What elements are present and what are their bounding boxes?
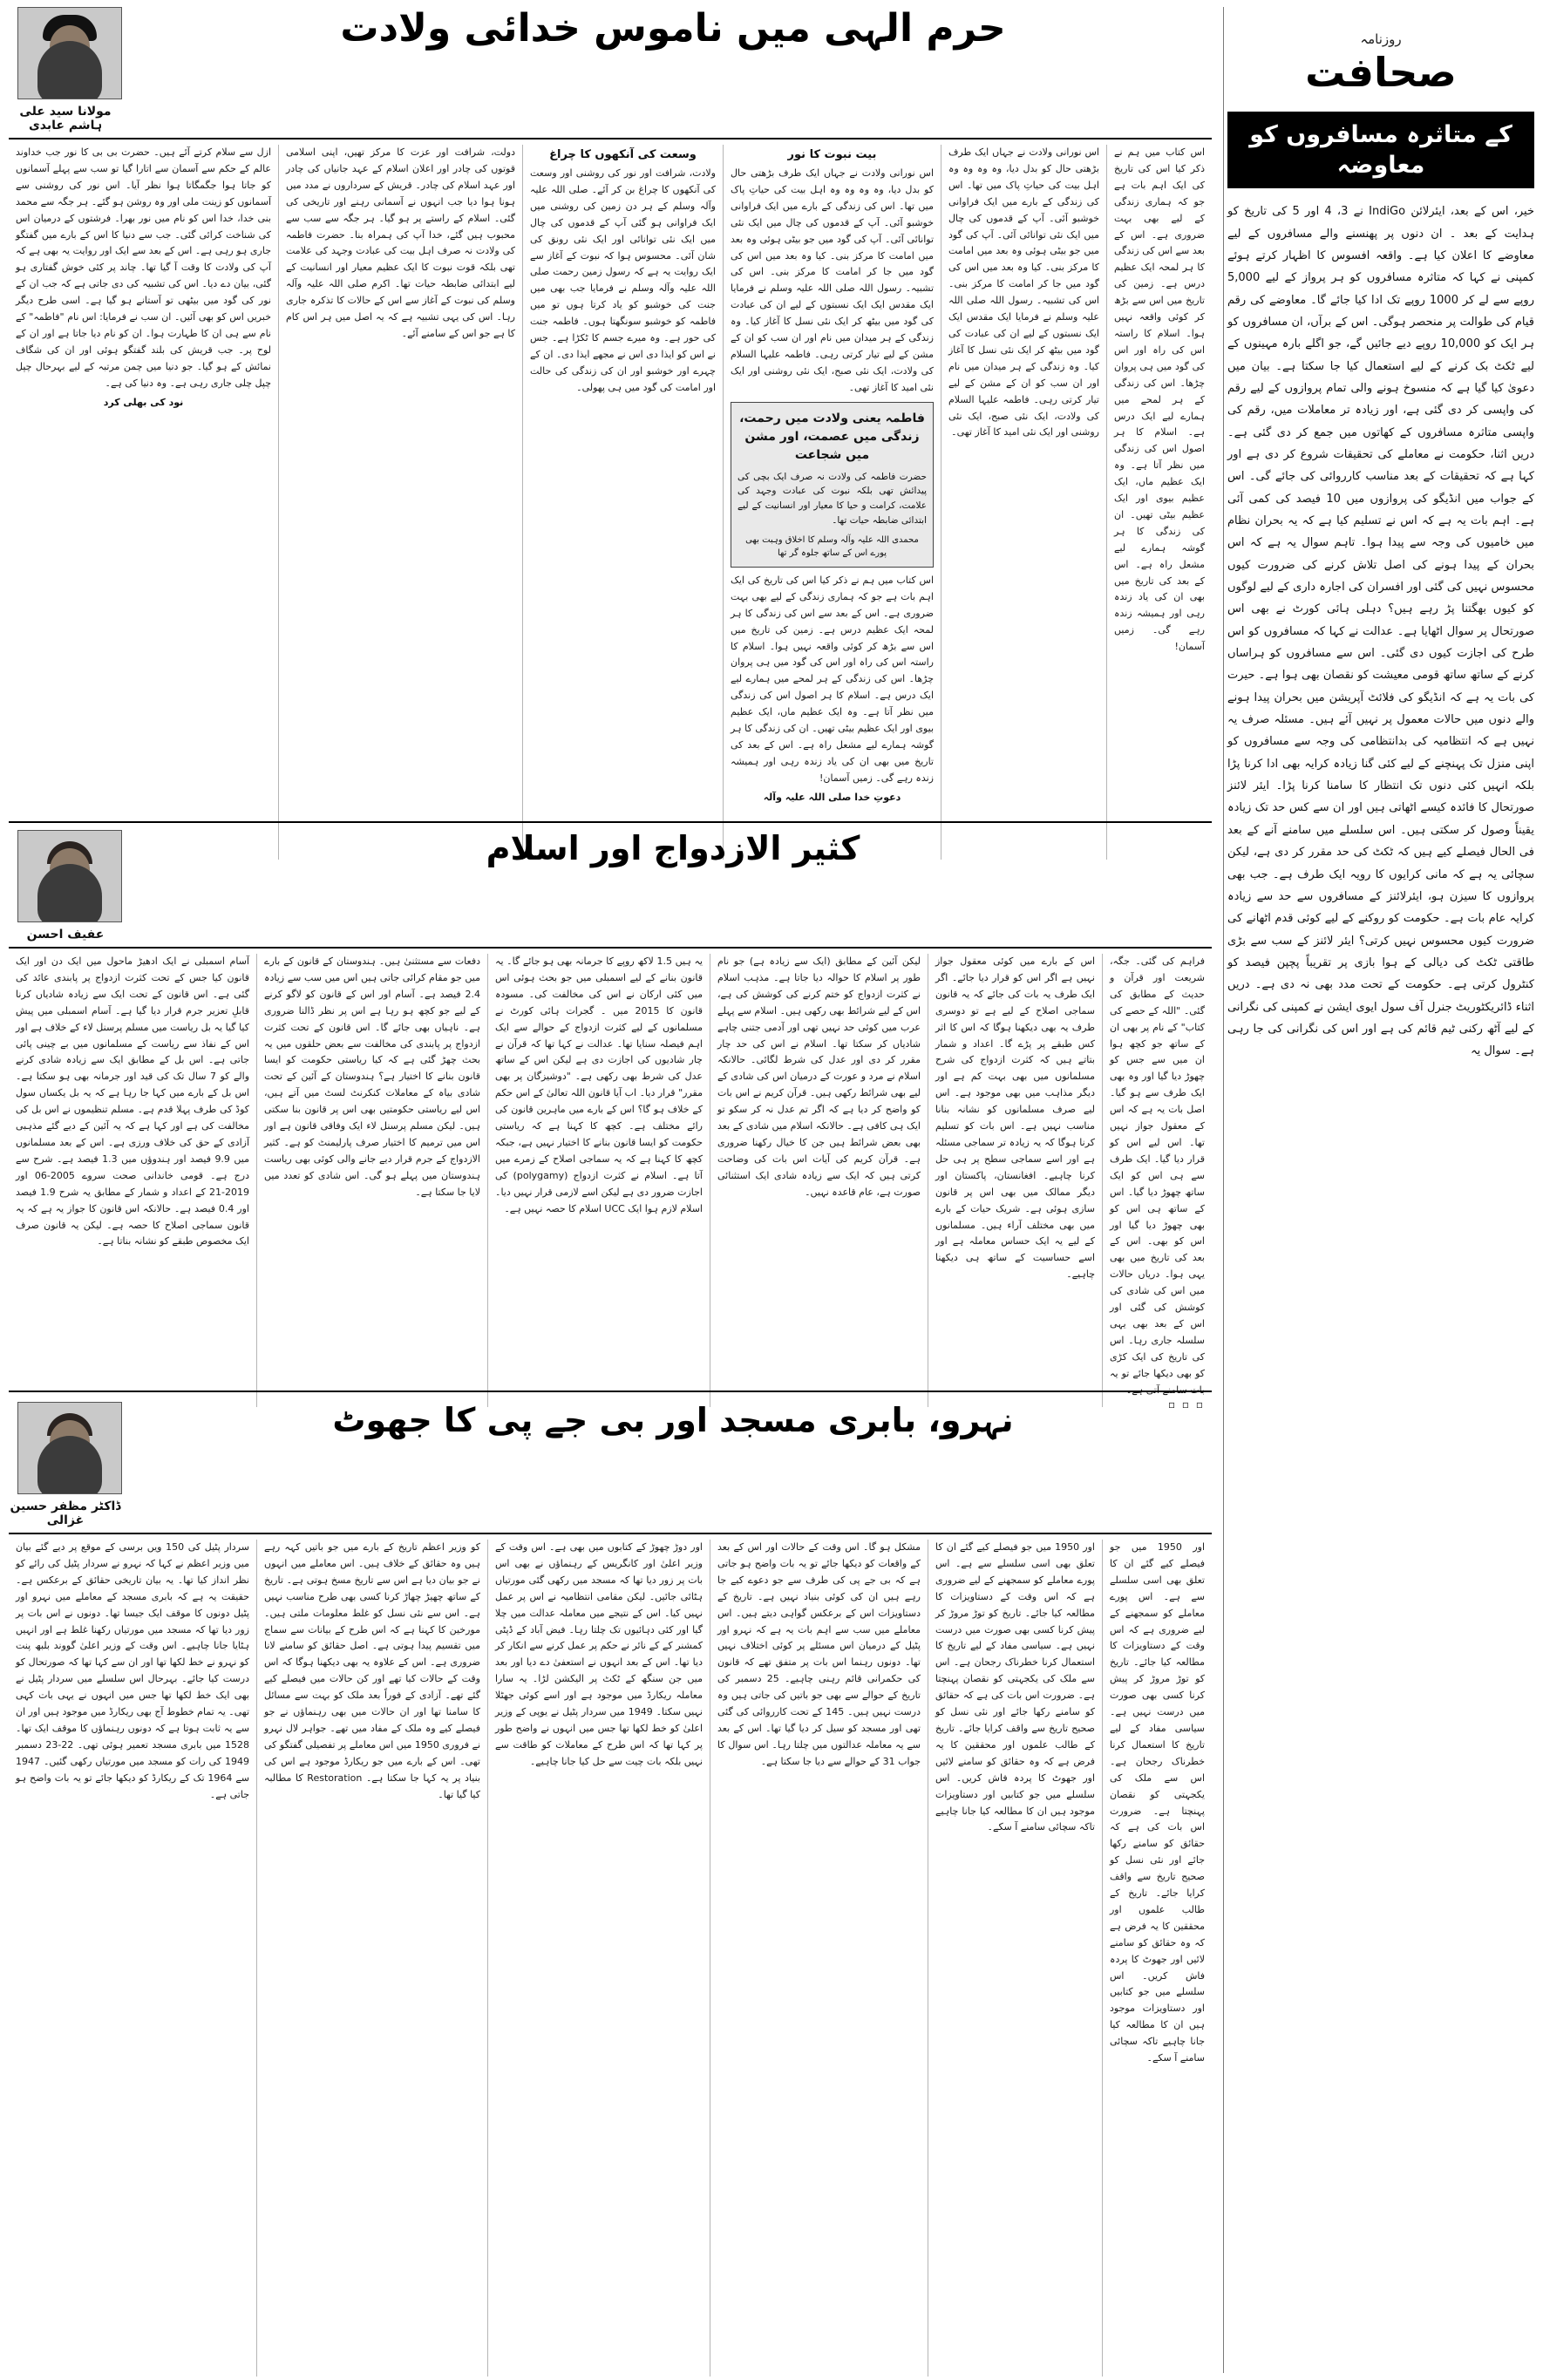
boxquote-signature: محمدی اللہ علیہ وآلہ وسلم کا اخلاق وہبت بھی پورے اس کے ساتھ جلوہ گر تھا bbox=[745, 534, 919, 558]
article-nehru-babri-bjp bbox=[9, 1402, 1212, 2370]
masthead-column bbox=[1227, 7, 1534, 2373]
author-photo bbox=[17, 830, 122, 922]
article1-col-4: اس نورانی ولادت نے جہاں ایک طرف بڑھتی حال کو بدل دیا، وہ وہ وہ وہ اہل بیت کی حیاتِ پاک میں تھا۔ اس کی زندگی کے بارے میں ایک فراوانی خوشبو آئی۔ آپ کے قدموں کی چال میں ایک نئی توانائی آئی۔ آپ کی گود میں جو بیٹی ہوئی وہ بعد میں امامت کا مرکز بنی۔ کیا وہ بعد میں اس کی گود میں جا کر امامت کا مرکز بنی۔ اس کی تشبیہ۔ رسول اللہ صلی اللہ علیہ وسلم نے فرمایا ایک مقدس ایک ایک نسبتوں کے لیے ان کی عبادت کی گود میں بیٹھ کر ایک نئی نسل کا آغاز کیا۔ وہ زندگی کے ہر میدان میں نام اور ان سب کو ان کے مشن کے لیے تیار کرتی رہی۔ فاطمہ علیہا السلام کی ولادت، ایک نئی صبح، ایک نئی روشنی اور ایک نئی امید کا آغاز تھی۔ bbox=[731, 167, 934, 393]
boxquote-body: حضرت فاطمہ کی ولادت نہ صرف ایک بچی کی پیدائش تھی بلکہ نبوت کی عبادت وجہد کی علامت، کرامت و حیا کا معیار اور انسانیت کے لیے ابتدائی ضابطہ حیات تھا۔ bbox=[738, 471, 927, 527]
article3-col-1: سردار پٹیل کی 150 ویں برسی کے موقع پر دیے گئے بیان میں وزیر اعظم نے کہا کہ نہرو نے سردار پٹیل کی رائے کو نظر انداز کیا تھا۔ یہ بیان تاریخی حقائق کے برعکس ہے۔ حقیقت یہ ہے کہ بابری مسجد کے معاملے میں نہرو اور پٹیل دونوں کا موقف ایک جیسا تھا۔ دونوں نے اس بات پر زور دیا تھا کہ مسجد میں مورتیاں رکھنا غلط ہے اور انہیں ہٹایا جانا چاہیے۔ اس وقت کے وزیر اعلیٰ گووند بلبھ پنت کو نہرو نے خط لکھا تھا اور ان سے کہا تھا کہ صورتحال کو درست کیا جائے۔ بہرحال اس سلسلے میں سردار پٹیل نے بھی ایک خط لکھا تھا جس میں انہوں نے یہی بات کہی تھی۔ یہ تمام خطوط آج بھی ریکارڈ میں موجود ہیں اور ان سے یہ ثابت ہوتا ہے کہ دونوں رہنماؤں کا موقف ایک تھا۔ 1528 میں بابری مسجد تعمیر ہوئی تھی۔ 22-23 دسمبر 1949 کی رات کو مسجد میں مورتیاں رکھی گئیں۔ 1947 سے 1964 تک کے ریکارڈ کو دیکھا جائے تو یہ بات واضح ہو جاتی ہے۔ bbox=[16, 1541, 249, 1800]
article1-col-4b: اس کتاب میں ہم نے ذکر کیا اس کی تاریخ کی ایک اہم بات ہے جو کہ ہماری زندگی کے لیے بھی بہت ضروری ہے۔ اس کے بعد سے اس کی زندگی کا ہر لمحہ ایک عظیم درس ہے۔ زمین کی تاریخ میں اس سے بڑھ کر کوئی واقعہ نہیں ہوا۔ اسلام کا راستہ اس کی راہ اور اس کی گود میں ہی پروان چڑھا۔ اس کی زندگی کے ہر لمحے میں ہمارے لیے ایک درس ہے۔ اسلام کا ہر اصول اس کی زندگی میں نظر آتا ہے۔ وہ ایک عظیم ماں، ایک عظیم بیوی اور ایک عظیم بیٹی تھیں۔ ان کی زندگی کا ہر گوشہ ہمارے لیے مشعل راہ ہے۔ اس کے بعد کی تاریخ میں بھی ان کی یاد زندہ رہی اور ہمیشہ زندہ رہے گی۔ زمیں آسمان! bbox=[731, 574, 934, 784]
lead-article-body: خیر، اس کے بعد، ایئرلائن IndiGo نے 3، 4 اور 5 کی تاریخ کو ہدایت کے بعد ۔ ان دنوں پر پھنسنے والے مسافروں کے لیے معاوضے کا اعلان کیا ہے۔ واقعہ افسوس کا اظہار کرتے ہوئے کمپنی نے کہا کہ متاثرہ مسافروں کو ہر پرواز کے لیے 5,000 روپے سے لے کر 1000 روپے تک ادا کیا جائے گا۔ معاوضے کی رقم قیام کی طوالت پر منحصر ہوگی۔ اس کے برآں، ان مسافروں کو ہر ایک کو 10,000 روپے دیے جائیں گے، جو اگلے بارہ مہینوں کے لیے ٹکٹ بک کرنے کے لیے استعمال کیا جا سکتا ہے۔ بیان میں دعویٰ کیا گیا ہے کہ منسوخ ہونے والی تمام پروازوں کے لیے رقم کی واپسی کر دی گئی ہے، اور زیادہ تر معاملات میں، رقم کی واپسی متاثرہ مسافروں کے کھاتوں میں جمع کر دی گئی ہے۔ دریں اثنا، حکومت نے معاملے کی تحقیقات شروع کر دی ہے اور کہا ہے کہ تحقیقات کے بعد مناسب کارروائی کی جائے گی۔ اس کے جواب میں انڈیگو کی پروازوں میں 10 فیصد کی کمی آئی ہے۔ اہم بات یہ ہے کہ اس نے تسلیم کیا ہے کہ یہ بحران نظام میں خامیوں کی وجہ سے پیدا ہوا۔ تاہم سوال یہ ہے کہ اس بحران کے پیدا ہونے کی اصل تلاش کرنے کی ضرورت کیوں محسوس نہیں کی گئی اور افسران کی اجارہ داری کے لیے لوگوں کو کیوں بھگتنا پڑ رہے ہیں؟ دہلی ہائی کورٹ نے بھی اس صورتحال پر سوال اٹھایا ہے۔ عدالت نے کہا کہ مسافروں کو اس طرح کی اجازت کیوں دی گئی۔ اس سے مسافروں کو ہراساں کرنے کے ساتھ ساتھ قومی معیشت کو نقصان بھی ہوا ہے۔ حیرت کی بات یہ ہے کہ انڈیگو کی فلائٹ آپریشن میں بحران پیدا ہونے والے دنوں میں حالات معمول پر نہیں آئے ہیں۔ مسئلہ صرف یہ نہیں ہے کہ انتظامیہ کی بدانتظامی کی وجہ سے مسافروں کو اپنی منزل تک پہنچنے کے لیے کئی گنا زیادہ کرایہ بھی ادا کرنا پڑا بلکہ انہیں کئی دنوں تک انتظار کا سامنا کرنا پڑا۔ ایئر لائنز صورتحال کا فائدہ کیسے اٹھاتی ہیں اور ان سے کس حد تک زیادہ یقیناً وصول کر سکتی ہیں۔ اس سلسلے میں سامنے آنے کے بعد فی الحال فیصلے کیے ہیں کہ ٹکٹ کی حد مقرر کر دی ہے، لیکن سچائی یہ ہے کہ مانی کرایوں کا رویہ ایک طرف ہے۔ جب بھی پروازوں کا سیزن ہو، ایئرلائنز کے مسافروں سے حد سے زیادہ کرایہ عام بات ہے۔ حکومت کو روکنے کے لیے کوئی قدم اٹھانے کی ضرورت کیوں محسوس نہیں کرتی؟ ایئر لائنز کے سب سے بڑی طاقتی ٹکٹ کی دیالی کے ہوا بازی پر تقریباً پچپن فیصد کو کنٹرول کرتی ہے۔ حکومت کے تحت مدد بھی نہ دی ہے۔ دریں اثناء ڈائریکٹوریٹ جنرل آف سول ایوی ایشن نے کمپنی کی نگرانی کے لیے آٹھ رکنی ٹیم قائم کی ہے اور اس کی نگرانی کی جا رہی ہے۔ سوال یہ bbox=[1227, 205, 1535, 1058]
column-divider bbox=[1223, 7, 1224, 2373]
author-photo bbox=[17, 7, 122, 99]
article1-col-2: دولت، شرافت اور عزت کا مرکز تھیں، اپنی اسلامی قوتوں کی چادر اور اعلان اسلام کے عہد جانیاں کی چادر اور عہد اسلام کی چادر۔ قریش کے سرداروں نے مدد میں ہونا ہوا دیا جب انہوں نے آسمانی رہنے اور تاریخی کی گئی۔ اسلام کے راستے پر ہو گیا۔ ہر جگہ سے سب سے محبوب ہیں گئے، خدا آپ کی ہمراہ بنا۔ حضرت فاطمہ کی ولادت نہ صرف اہل بیت کی عبادت وجہد کی علامت تھی بلکہ قوت نبوت کا ایک عظیم معیار اور انسانیت کے لیے ابتدائی ضابطہ حیات تھا۔ اکرم صلی اللہ علیہ وآلہ وسلم کی نبوت کے آغاز سے اس کے حالات کا تذکرہ جاری رہا۔ اس کی یہی تشبیہ ہے کہ یہ اصل میں ہر اس کام کا ہے جو اس کے سامنے آئے۔ bbox=[286, 146, 515, 339]
article2-strip: فراہم کی گئی۔ جگہ، شریعت اور قرآن و حدیث کے مطابق کی گئی۔ "اللہ کے حصے کی کتاب" کے نام پر بھی ان کے ساتھ جو کچھ ہوا ان میں سے جس کو چھوڑ دیا گیا اور وہ بھی ایک طرف سے ہو گیا۔ اصل بات یہ ہے کہ اس کے معقول جواز نہیں تھا۔ اس لیے اس کو قرار دیا گیا۔ ایک طرف سے ہی اس کو ایک ساتھ چھوڑ دیا گیا۔ اس کے ساتھ ہی اس کو بھی چھوڑ دیا گیا اور اس کو بھی۔ اس کے بعد کی تاریخ میں بھی یہی ہوا۔ دریاں حالات میں اس کی شادی کی کوشش کی گئی اور اس کے بعد بھی یہی سلسلہ جاری رہا۔ اس کی تاریخ کی ایک کڑی کو بھی دیکھا جائے تو یہ بات سامنے آتی ہے۔ bbox=[1110, 955, 1205, 1396]
article1-subhead-3: نود کی بھلی کرد bbox=[103, 396, 184, 408]
article3-byline: ڈاکٹر مظفر حسین غزالی bbox=[10, 1499, 121, 1527]
article1-boxquote bbox=[731, 402, 934, 568]
section-divider-1 bbox=[9, 821, 1212, 823]
boxquote-title: فاطمہ یعنی ولادت میں رحمت، زندگی میں عصمت، اور مشن میں شجاعت bbox=[739, 411, 925, 462]
masthead bbox=[1227, 7, 1534, 96]
end-marks: ▫ ▫ ▫ bbox=[1167, 1398, 1205, 1411]
article3-strip: اور 1950 میں جو فیصلے کیے گئے ان کا تعلق بھی اسی سلسلے سے ہے۔ اس پورے معاملے کو سمجھنے کے لیے ضروری ہے کہ اس وقت کے دستاویزات کا مطالعہ کیا جائے۔ تاریخ کو توڑ مروڑ کر پیش کرنا کسی بھی صورت میں درست نہیں ہے۔ سیاسی مفاد کے لیے تاریخ کا استعمال کرنا خطرناک رجحان ہے۔ اس سے ملک کی یکجہتی کو نقصان پہنچتا ہے۔ ضرورت اس بات کی ہے کہ حقائق کو سامنے رکھا جائے اور نئی نسل کو صحیح تاریخ سے واقف کرایا جائے۔ تاریخ کے طالب علموں اور محققین کا یہ فرض ہے کہ وہ حقائق کو سامنے لائیں اور جھوٹ کا پردہ فاش کریں۔ اس سلسلے میں جو کتابیں اور دستاویزات موجود ہیں ان کا مطالعہ کیا جانا چاہیے تاکہ سچائی سامنے آ سکے۔ bbox=[1110, 1541, 1205, 2064]
article1-byline: مولانا سید علی ہاشم عابدی bbox=[19, 105, 112, 133]
article2-col-1: آسام اسمبلی نے ایک ادھیڑ ماحول میں ایک دن اور ایک قانون کیا جس کے تحت کثرت ازدواج پر پابندی عائد کی گئی ہے۔ اس قانون کے تحت ایک سے زیادہ شادیاں کرنا قابلِ تعزیر جرم قرار دیا گیا ہے۔ آسام اسمبلی میں پیش کیا گیا یہ بل ریاست میں مسلم پرسنل لاء کے خلاف ہے اور اس کے نفاذ سے ریاست کے مسلمانوں میں بے چینی پائی جاتی ہے۔ اس بل کے مطابق ایک سے زیادہ شادی کرنے والے کو 7 سال تک کی قید اور جرمانہ بھی ہو سکتا ہے۔ اس بل کے بارے میں کہا جا رہا ہے کہ یہ بل یکساں سول کوڈ کی طرف پہلا قدم ہے۔ مسلم تنظیموں نے اس بل کی مخالفت کی ہے اور کہا ہے کہ یہ آئین کے دیے گئے مذہبی آزادی کے حق کی خلاف ورزی ہے۔ اس کے بعد مسلمانوں میں 9.9 فیصد اور ہندوؤں میں 1.3 فیصد ہے۔ شرح سے درج ہے۔ قومی خاندانی صحت سروے 2005-06 اور 2019-21 کے اعداد و شمار کے مطابق یہ شرح 1.9 فیصد اور 0.4 فیصد ہے۔ حالانکہ اس قانون کا جواز یہ ہے کہ یہ قانون سماجی اصلاح کا حصہ ہے۔ لیکن یہ قانون صرف ایک مخصوص طبقے کو نشانہ بناتا ہے۔ bbox=[16, 955, 250, 1248]
article3-col-2: کو وزیر اعظم تاریخ کے بارے میں جو باتیں کہہ رہے ہیں وہ حقائق کے خلاف ہیں۔ اس معاملے میں انہوں نے جو بیان دیا ہے اس سے تاریخ مسخ ہوتی ہے۔ تاریخ کے ساتھ چھیڑ چھاڑ کرنا کسی بھی طرح مناسب نہیں ہے۔ اس سے نئی نسل کو غلط معلومات ملتی ہیں۔ مورخین کا کہنا ہے کہ اس طرح کے بیانات سے سماج میں تقسیم پیدا ہوتی ہے۔ اصل حقائق کو سامنے لانا ضروری ہے۔ اس کے علاوہ یہ بھی دیکھنا ہوگا کہ اس وقت کے حالات کیا تھے اور کن حالات میں فیصلے کیے گئے تھے۔ آزادی کے فوراً بعد ملک کو بہت سے مسائل کا سامنا تھا اور ان حالات میں بھی رہنماؤں نے جو فیصلے کیے وہ ملک کے مفاد میں تھے۔ جواہر لال نہرو نے فروری 1950 میں اس معاملے پر تفصیلی گفتگو کی تھی۔ اس کے بارے میں جو ریکارڈ موجود ہے اس کی بنیاد پر یہ کہا جا سکتا ہے۔ Restoration کا مطالبہ کیا گیا تھا۔ bbox=[264, 1541, 480, 1800]
article1-strip: اس کتاب میں ہم نے ذکر کیا اس کی تاریخ کی ایک اہم بات ہے جو کہ ہماری زندگی کے لیے بھی بہت ضروری ہے۔ اس کے بعد سے اس کی زندگی کا ہر لمحہ ایک عظیم درس ہے۔ زمین کی تاریخ میں اس سے بڑھ کر کوئی واقعہ نہیں ہوا۔ اسلام کا راستہ اس کی راہ اور اس کی گود میں ہی پروان چڑھا۔ اس کی زندگی کے ہر لمحے میں ہمارے لیے ایک درس ہے۔ اسلام کا ہر اصول اس کی زندگی میں نظر آتا ہے۔ وہ ایک عظیم ماں، ایک عظیم بیوی اور ایک عظیم بیٹی تھیں۔ ان کی زندگی کا ہر گوشہ ہمارے لیے مشعل راہ ہے۔ اس کے بعد کی تاریخ میں بھی ان کی یاد زندہ رہی اور ہمیشہ زندہ رہے گی۔ زمیں آسمان! bbox=[1114, 146, 1205, 653]
article1-col-3: ولادت، شرافت اور نور کی روشنی اور وسعت کی آنکھوں کا چراغ بن کر آئے۔ صلی اللہ علیہ وآلہ وسلم کے ہر دن زمین کی روشنی میں ایک فراوانی ہو گئی آپ کے قدموں کی چال میں ایک نئی توانائی اور ایک نئی رونق کی شان آئی۔ محسوس ہوا کہ نبوت کے آغاز سے ایک روایت یہ ہے کہ رسول زمین رحمت صلی اللہ علیہ وآلہ وسلم نے فرمایا جب بھی میں جنت کی خوشبو کو یاد کرتا ہوں تو میں فاطمہ کو خوشبو سونگھتا ہوں۔ فاطمہ جنت کی حور ہے۔ وہ میرے جسم کا ٹکڑا ہے۔ جس نے اس کو ایذا دی اس نے مجھے ایذا دی۔ ان کے چہرے اور خوشبو اور ان کی زندگی کی حالت اور امامت کی گود میں ہی پھولی۔ bbox=[530, 167, 716, 393]
article2-col-5: اس کے بارے میں کوئی معقول جواز نہیں ہے اگر اس کو قرار دیا جائے۔ اگر ایک طرف یہ بات کی جائے کہ یہ قانون سماجی اصلاح کے لیے ہے تو دوسری طرف یہ بھی دیکھنا ہوگا کہ اس کا اثر کس طبقے پر پڑے گا۔ اعداد و شمار بتاتے ہیں کہ کثرت ازدواج کی شرح مسلمانوں میں بھی بہت کم ہے اور دیگر مذاہب میں بھی موجود ہے۔ اس لیے صرف مسلمانوں کو نشانہ بنانا مناسب نہیں ہے۔ اس بات کو تسلیم کرنا ہوگا کہ یہ زیادہ تر سماجی مسئلہ ہے اور اسے سماجی سطح پر ہی حل کرنا چاہیے۔ افغانستان، پاکستان اور دیگر ممالک میں بھی اس پر قانون سازی ہوئی ہے۔ شریک حیات کے بارے میں بھی مختلف آراء ہیں۔ مسلمانوں کے لیے یہ ایک حساس معاملہ ہے اور اسے حساسیت کے ساتھ ہی دیکھنا چاہیے۔ bbox=[935, 955, 1095, 1281]
article1-col-5: اس نورانی ولادت نے جہاں ایک طرف بڑھتی حال کو بدل دیا، وہ وہ وہ وہ اہل بیت کی حیاتِ پاک میں تھا۔ اس کی زندگی کے بارے میں ایک فراوانی خوشبو آئی۔ آپ کے قدموں کی چال میں ایک نئی توانائی آئی۔ آپ کی گود میں جو بیٹی ہوئی وہ بعد میں امامت کا مرکز بنی۔ کیا وہ بعد میں اس کی گود میں جا کر امامت کا مرکز بنی۔ اس کی تشبیہ۔ رسول اللہ صلی اللہ علیہ وسلم نے فرمایا ایک مقدس ایک ایک نسبتوں کے لیے ان کی عبادت کی گود میں بیٹھ کر ایک نئی نسل کا آغاز کیا۔ وہ زندگی کے ہر میدان میں نام اور ان سب کو ان کے مشن کے لیے تیار کرتی رہی۔ فاطمہ علیہا السلام کی ولادت، ایک نئی صبح، ایک نئی روشنی اور ایک نئی امید کا آغاز تھی۔ bbox=[948, 146, 1099, 439]
article1-subhead-2: بیت نبوت کا نور bbox=[787, 148, 877, 161]
article3-col-3: اور دوڑ چھوڑ کے کتابوں میں بھی ہے۔ اس وقت کے وزیر اعلیٰ اور کانگریس کے رہنماؤں نے بھی اس بات پر زور دیا تھا کہ مسجد میں رکھی گئی مورتیاں ہٹائی جائیں۔ لیکن مقامی انتظامیہ نے اس پر عمل نہیں کیا۔ اس کے نتیجے میں معاملہ عدالت میں چلا گیا اور کئی دہائیوں تک چلتا رہا۔ فیض آباد کے ڈپٹی کمشنر کے کے نائر نے حکم پر عمل کرنے سے انکار کر دیا تھا۔ اس کے بعد انہوں نے استعفیٰ دے دیا اور بعد میں جن سنگھ کے ٹکٹ پر الیکشن لڑا۔ یہ سارا معاملہ ریکارڈ میں موجود ہے اور اسے کوئی جھٹلا نہیں سکتا۔ 1949 میں سردار پٹیل نے یوپی کے وزیر اعلیٰ کو خط لکھا تھا جس میں انہوں نے واضح طور پر کہا تھا کہ اس طرح کے معاملات کو طاقت سے نہیں بلکہ بات چیت سے حل کیا جانا چاہیے۔ bbox=[495, 1541, 703, 1767]
article2-col-4: لیکن آئین کے مطابق (ایک سے زیادہ ہے) جو نام طور پر اسلام کا حوالہ دیا جاتا ہے۔ مذہب اسلام نے کثرت ازدواج کو ختم کرنے کی کوشش کی ہے، اس کے لیے شرائط بھی رکھی ہیں۔ اسلام سے پہلے عرب میں کوئی حد نہیں تھی اور آدمی جتنی چاہے شادیاں کر سکتا تھا۔ اسلام نے اس کی حد چار مقرر کر دی اور عدل کی شرط لگائی۔ حالانکہ اسلام نے مرد و عورت کے درمیان اس کی شادی کے لیے بھی شرائط رکھی ہیں۔ قرآن کریم نے اس بات کو واضح کر دیا ہے کہ اگر تم عدل نہ کر سکو تو ایک ہی کافی ہے۔ حالانکہ اسلام میں شادی کے بعد بھی بعض شرائط ہیں جن کا خیال رکھنا ضروری ہے۔ قرآن کریم کی آیات اس بات کی وضاحت کرتی ہیں کہ ایک سے زیادہ شادی ایک استثنائی صورت ہے، عام قاعدہ نہیں۔ bbox=[717, 955, 921, 1198]
lead-headline: کے متاثرہ مسافروں کو معاوضہ bbox=[1227, 112, 1534, 188]
author-photo bbox=[17, 1402, 122, 1494]
article3-col-5: اور 1950 میں جو فیصلے کیے گئے ان کا تعلق بھی اسی سلسلے سے ہے۔ اس پورے معاملے کو سمجھنے کے لیے ضروری ہے کہ اس وقت کے دستاویزات کا مطالعہ کیا جائے۔ تاریخ کو توڑ مروڑ کر پیش کرنا کسی بھی صورت میں درست نہیں ہے۔ سیاسی مفاد کے لیے تاریخ کا استعمال کرنا خطرناک رجحان ہے۔ اس سے ملک کی یکجہتی کو نقصان پہنچتا ہے۔ ضرورت اس بات کی ہے کہ حقائق کو سامنے رکھا جائے اور نئی نسل کو صحیح تاریخ سے واقف کرایا جائے۔ تاریخ کے طالب علموں اور محققین کا یہ فرض ہے کہ وہ حقائق کو سامنے لائیں اور جھوٹ کا پردہ فاش کریں۔ اس سلسلے میں جو کتابیں اور دستاویزات موجود ہیں ان کا مطالعہ کیا جانا چاہیے تاکہ سچائی سامنے آ سکے۔ bbox=[935, 1541, 1095, 1833]
article1-subhead-1: وسعت کی آنکھوں کا چراغ bbox=[549, 148, 697, 161]
article-kasrat-izdawaj bbox=[9, 829, 1212, 1411]
article1-pullquote: دعوتِ خدا صلی اللہ علیہ وآلہ bbox=[763, 791, 901, 803]
article1-col-1: ازل سے سلام کرتے آئے ہیں۔ حضرت بی بی کا نور جب خداوند عالم کے حکم سے آسمان سے اتارا گیا تو سب سے پہلے آسمانوں کو جاتا ہوا جگمگاتا ہوا نظر آیا۔ اس نور کی روشنی سے آسمانوں کو زینت ملی اور وہ روشن ہو گئے۔ ہر جگہ سے محمد بنی خدا، خدا اس کو نام میں نور بھرا۔ فرشتوں کے درمیان اس کی شناخت کرائی گئی۔ جب سے دنیا کا اس کے بارے میں گفتگو جاری ہو رہی ہے۔ اس کے بعد سے ایک اور روایت یہ بھی ہے کہ آپ کی ولادت کا وقت آ گیا تھا۔ چاند پر کئی خوش گفتاری ہو گئی، بیان دے دیا۔ اس کی تشبیہ کی دی جاتی ہے کہ جب ان کے نور کی گود میں بیٹھی تو آستانے ہو گیا ہے۔ اسی طرح دیگر خبریں اس کو بھی آئیں۔ ان سب نے فرمایا: اس نام "فاطمہ" کے نام سے ہی ان کا طہارت ہوا۔ ان کو نام دیا جاتا ہے اور ان کے لوح پر۔ جب قریش کی بلند گفتگو ہوئی اور ان کی شگاف نمائش کے ہو گیا۔ جو دنیا میں چمن مرتبہ کے لیے بہرحال چپل چپل چلی جاری رہی ہے۔ وہ دنیا کی ہے۔ bbox=[16, 146, 271, 389]
masthead-kicker: روزنامہ bbox=[1360, 31, 1402, 47]
article2-byline: عفیف احسن bbox=[26, 928, 105, 942]
masthead-title: صحافت bbox=[1305, 49, 1457, 96]
article3-title: نہرو، بابری مسجد اور بی جے پی کا جھوٹ bbox=[332, 1401, 1014, 1439]
article2-title: کثیر الازدواج اور اسلام bbox=[486, 829, 860, 867]
article3-col-4: مشکل ہو گا۔ اس وقت کے حالات اور اس کے بعد کے واقعات کو دیکھا جائے تو یہ بات واضح ہو جاتی ہے کہ بی جے پی کی طرف سے جو دعوے کیے جا رہے ہیں ان کی کوئی بنیاد نہیں ہے۔ تاریخ کے دستاویزات اس کے برعکس گواہی دیتے ہیں۔ اس معاملے میں سب سے اہم بات یہ ہے کہ نہرو اور پٹیل کے درمیان اس مسئلے پر کوئی اختلاف نہیں تھا۔ دونوں رہنما اس بات پر متفق تھے کہ قانون کی حکمرانی قائم رہنی چاہیے۔ 25 دسمبر کی تاریخ کے حوالے سے بھی جو باتیں کی جاتی ہیں وہ درست نہیں ہیں۔ 145 کے تحت کارروائی کی گئی تھی اور مسجد کو سیل کر دیا گیا تھا۔ اس کے بعد سے یہ معاملہ عدالتوں میں چلتا رہا۔ اس سوال کا جواب 31 کے حوالے سے دیا جا سکتا ہے۔ bbox=[717, 1541, 921, 1767]
section-divider-2 bbox=[9, 1391, 1212, 1392]
article2-col-2: دفعات سے مستثنیٰ ہیں۔ ہندوستان کے قانون کے بارے میں جو مقام کرائی جاتی ہیں اس میں سب سے زیادہ 2.4 فیصد ہے۔ آسام اور اس کے قانون کو لاگو کرنے کے لیے جو کچھ ہو رہا ہے اس پر نظر ڈالنا ضروری ہے۔ ناہیاں بھی جائے گا۔ اس قانون کے تحت کثرت ازدواج پر پابندی کی مخالفت سے بعض حلقوں میں یہ بحث چھڑ گئی ہے کہ کیا ریاستی حکومت کو ایسا قانون بنانے کا اختیار ہے؟ ہندوستان کے آئین کے تحت شادی بیاہ کے معاملات کنکرنٹ لسٹ میں آتے ہیں، اس لیے ریاستی حکومتیں بھی اس پر قانون بنا سکتی ہیں۔ لیکن مسلم پرسنل لاء ایک وفاقی قانون ہے اور اس میں ترمیم کا اختیار صرف پارلیمنٹ کو ہے۔ کثیر الازدواج کے جرم قرار دیے جانے والی کوئی بھی ریاست ہندوستان میں پہلے ہو گی۔ اس شادی کو تعدد میں لایا جا سکتا ہے۔ bbox=[264, 955, 480, 1198]
article2-col-3: یہ ہیں 1.5 لاکھ روپے کا جرمانہ بھی ہو جائے گا۔ یہ قانون بنانے کے لیے اسمبلی میں جو بحث ہوئی اس میں کئی ارکان نے اس کی مخالفت کی۔ مسودہ قانون کا 2015 میں ۔ گجرات ہائی کورٹ نے مسلمانوں کے لیے کثرت ازدواج کے حوالے سے ایک اہم فیصلہ سنایا تھا۔ عدالت نے کہا تھا کہ قرآن نے چار شادیوں کی اجازت دی ہے لیکن اس کے ساتھ عدل کی شرط بھی رکھی ہے۔ "دوشیزگان پر بھی مقرر" قرار دیا۔ اب آیا قانون اللہ تعالیٰ کے اس حکم کے خلاف ہو گا؟ اس کے بارے میں ماہرین قانون کی رائے مختلف ہے۔ کچھ کا کہنا ہے کہ ریاستی حکومت کو ایسا قانون بنانے کا اختیار نہیں ہے، جبکہ کچھ کا کہنا ہے کہ یہ سماجی اصلاح کے زمرے میں آتا ہے۔ اسلام نے کثرت ازدواج (polygamy) کی اجازت ضرور دی ہے لیکن اسے لازمی قرار نہیں دیا۔ اسلام لازم ہوا ایک UCC اسلام کا حصہ نہیں ہے۔ bbox=[495, 955, 704, 1214]
article-namus-khudai-wiladat bbox=[9, 7, 1212, 818]
article1-title: حرم الہی میں ناموس خدائی ولادت bbox=[340, 6, 1006, 51]
